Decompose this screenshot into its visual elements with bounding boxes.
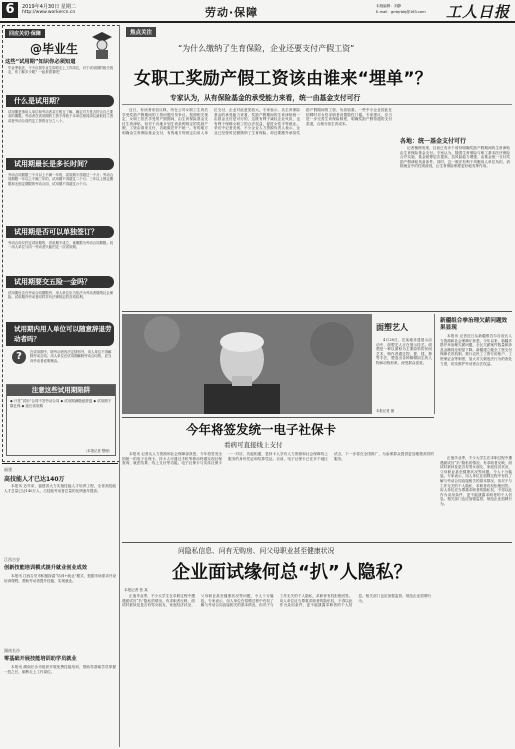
graduate-cartoon-icon bbox=[90, 30, 114, 60]
interview-rule bbox=[122, 542, 512, 543]
interview-byline: 本报记者 张 某 bbox=[124, 588, 148, 592]
editor-line-2: E-mail：grrbjrbbj@163.com bbox=[376, 10, 426, 14]
brief-3-place: 湖南长沙 bbox=[4, 648, 20, 653]
left-column-divider bbox=[119, 25, 120, 747]
portrait-photo bbox=[122, 314, 372, 414]
sidebar-answer-4: 试用期包含在劳动合同期限内，用人单位应当依法为劳动者缴纳社会保险。试用期内劳动者同样享有法律规定的各项权利。 bbox=[8, 291, 114, 300]
top-subhead-rule bbox=[122, 104, 512, 105]
brief-3-headline: 零基础开展技能培训助学员就业 bbox=[4, 656, 77, 662]
left-briefs-rule bbox=[2, 463, 118, 464]
social-security-rule bbox=[122, 417, 434, 418]
brief-2-place: 江西吉安 bbox=[4, 557, 20, 562]
sidebar-brand: @毕业生 bbox=[30, 42, 79, 56]
social-security-headline: 今年将签发统一电子社保卡 bbox=[186, 422, 337, 437]
tip-body: ◆ 只签“试用”合同不签劳动合同 ◆ 试用期满随意辞退 ◆ 试用期不缴社保 ◆ 延长试用期 bbox=[10, 399, 112, 408]
brief-2-headline: 创新技能培训模式提升就业创业成效 bbox=[4, 565, 88, 571]
tip-box bbox=[6, 384, 116, 456]
sidebar-footer: （本报记者 整理） bbox=[83, 449, 112, 453]
sidebar-question-2: 试用期最长是多长时间？ bbox=[6, 158, 114, 170]
right-mid-headline: 新疆组合拳治理欠薪问题效果显现 bbox=[440, 318, 508, 331]
interview-body: 正值毕业季，不少大学生在求职过程中遭遇面试官“扒”隐私的情况。有求职者反映，面试时被问及是否有男女朋友、家庭经济状况、父母职业甚至健康状况等问题，令人十分尴尬。专家表示，用人单位在招聘过程中有权了解与劳动合同直接相关的基本情况，但对于与工作无关的个人隐私，求职者有权拒绝回答。用人单位应当尊重求职者的隐私权，不得以此作为录用条件，更不能泄露求职者的个人信息。相关部门也应加强监管，规范企业招聘行为。 bbox=[122, 594, 432, 608]
sidebar-question-4: 试用期要交五险一金吗？ bbox=[6, 276, 114, 288]
sidebar-question-3: 试用期是否可以单独签订？ bbox=[6, 226, 114, 238]
site-url: http://www.workercn.cn bbox=[22, 10, 76, 15]
brief-1-place: 福建 bbox=[4, 467, 12, 472]
section-title: 劳动·保障 bbox=[205, 6, 259, 19]
social-security-body: 本报讯 记者从人力资源和社会保障部获悉，今年将签发全国统一的电子社保卡，持卡人可通过手机等移动终端实现社保查询、就医结算、线上支付等功能。电子社保卡与实体社保卡一一对应、功能相通，是持卡人享有人力资源和社会保障线上服务的身份凭证和结算凭证。目前，电子社保卡已在多个地区试点，下一步将在全国推广，为参保群众提供更加便捷高效的服务。 bbox=[122, 452, 434, 466]
date-line: 2019年4月30日 星期二 bbox=[22, 4, 76, 10]
interview-kicker: 问隐私信息、问有无购房、问父母职业甚至健康状况 bbox=[178, 547, 335, 555]
page-number: 6 bbox=[2, 2, 18, 18]
photo-caption: 4月28日，在某地非遗展示活动中，面塑艺人正在展示技艺。面塑是一种以面粉为主要原料的民间艺术，制作者通过捏、搓、揉、掀等手法，塑造出各种栩栩如生的人物和动物形象，深受群众喜爱。 bbox=[376, 338, 432, 365]
top-subhead: 专家认为，从有保险基金的承受能力来看，统一由基金支付可行 bbox=[170, 94, 361, 102]
sidebar-tag: 回应关切·保障 bbox=[5, 29, 45, 38]
editor-line-1: 本版编辑：刘静 bbox=[376, 4, 402, 8]
interview-headline: 企业面试缘何总“扒”人隐私？ bbox=[172, 562, 412, 583]
question-mark-icon: ? bbox=[12, 350, 26, 364]
paper-name-logo: 工人日报 bbox=[446, 3, 511, 21]
brief-1-body: 本报讯 近年来，福建省大力实施技能人才培养工程，全省高技能人才总量已达140万人，占技能劳动者总量的比例逐年提高。 bbox=[4, 484, 116, 493]
right-mid-divider bbox=[434, 314, 435, 414]
sidebar-answer-3: 劳动合同仅约定试用期的，试用期不成立，该期限为劳动合同期限。同一用人单位与同一劳动者只能约定一次试用期。 bbox=[8, 241, 114, 250]
sidebar-question-5-text: 试用期内用人单位可以随意辞退劳动者吗？ bbox=[14, 325, 112, 343]
right-top-heading: 各地：统一基金支付可行 bbox=[400, 138, 467, 145]
right-top-body: 记者梳理发现，目前已有多个省份明确奖励产假期间的生育津贴由生育保险基金支付。专家认为，随着生育保险与职工基本医疗保险合并实施，基金统筹层次提高，抗风险能力增强，由基金统一支付奖励产假津贴具备条件。同时，这一做法有利于均衡用人单位负担，消除就业中的性别歧视，让生育保险制度更好地发挥作用。 bbox=[400, 146, 510, 169]
top-kicker: 焦点关注 bbox=[126, 27, 156, 37]
top-bottom-rule bbox=[122, 311, 512, 312]
sidebar-question-5 bbox=[6, 322, 114, 346]
sidebar-answer-5: 在试用期中，除劳动者有法定情形外，用人单位不得解除劳动合同。用人单位在试用期解除劳动合同的，应当向劳动者说明理由。 bbox=[30, 350, 112, 363]
brief-3-body: 本报讯 湖南长沙市组织开展免费技能培训，帮助零基础学员掌握一技之长，顺利走上工作岗位。 bbox=[4, 665, 116, 674]
photo-title: 面塑艺人 bbox=[376, 323, 408, 332]
sidebar-answer-2: 劳动合同期限三个月以上不满一年的，试用期不得超过一个月；劳动合同期限一年以上不满三年的，试用期不得超过二个月；三年以上固定期限和无固定期限的劳动合同，试用期不得超过六个月。 bbox=[8, 173, 114, 186]
top-body: 近日，有读者来信反映，所在公司女职工生育后享受奖励产假期间的工资问题引发争议。按照相关规定，女职工依法享受的产假期间，由生育保险基金支付生育津贴，但对于各地计划生育条例规定的奖励产假，工资由谁来支付，各地做法并不统一。有的地方明确由生育保险基金支付，有的地方则规定由用人单位支付，企业对此意见较大。专家表示，从生育保险基金的承受能力来看，奖励产假期间的生育津贴统一由基金支付是可行的，这既有利于减轻企业负担，也有利于保障女职工的合法权益，促进女性平等就业。 采访中记者发现，不少企业人力资源负责人表示，企业已经按时足额缴纳了生育保险，却还要额外承担奖励产假期间的工资，负担较重。一些中小企业因此在招聘时对女性求职者设置隐性门槛。专家建议，应当进一步完善生育保险制度，明确奖励产假待遇的支付渠道，合理分担生育成本。 bbox=[122, 108, 392, 135]
header-rule bbox=[0, 21, 515, 23]
top-lead: “为什么缴纳了生育保险，企业还要支付产假工资” bbox=[178, 44, 355, 53]
tip-title: 注意这些试用期陷阱 bbox=[7, 385, 115, 396]
sidebar-answer-1: 试用期是指用人单位和劳动者双方相互了解、确定对方是否符合自己要求的期限。劳动者在试用期的工资不得低于本单位相同岗位最低档工资或者劳动合同约定工资的百分之八十。 bbox=[8, 110, 114, 123]
sidebar-subtitle: 这些“试用期”知识你必须知道 bbox=[5, 59, 76, 65]
right-lower-body: 正值毕业季，不少大学生在求职过程中遭遇面试官“扒”隐私的情况。有求职者反映，面试时被问及是否有男女朋友、家庭经济状况、父母职业甚至健康状况等问题，令人十分尴尬。专家表示，用人单位在招聘过程中有权了解与劳动合同直接相关的基本情况，但对于与工作无关的个人隐私，求职者有权拒绝回答。用人单位应当尊重求职者的隐私权，不得以此作为录用条件，更不能泄露求职者的个人信息。相关部门也应加强监管，规范企业招聘行为。 bbox=[440, 456, 512, 506]
right-mid-body: 本报讯 记者近日从新疆维吾尔自治区人力资源和社会保障厅获悉，今年以来，新疆多措并举治理欠薪问题，全区欠薪案件数量和涉及金额同比明显下降。新疆建立健全工资支付保障长效机制，推行农民工工资专用账户、工资保证金等制度，加大对欠薪违法行为的查处力度，切实维护劳动者合法权益。 bbox=[440, 334, 512, 366]
top-headline: 女职工奖励产假工资该由谁来“埋单”？ bbox=[134, 69, 432, 89]
sidebar-question-1: 什么是试用期？ bbox=[6, 95, 114, 107]
brief-2-body: 本报讯 江西吉安市积极探索“培训+就业”模式，根据市场需求开设培训课程，帮助劳动者提升技能、实现就业。 bbox=[4, 574, 116, 583]
sidebar-intro: 毕业季临近，不少应届毕业生即将走上工作岗位，对于试用期的相关规定，你了解多少呢？一起来看看吧！ bbox=[8, 66, 114, 75]
page-header bbox=[0, 0, 515, 22]
photo-credit: 本报记者 摄 bbox=[376, 409, 395, 413]
social-security-subhead: 看病可直接线上支付 bbox=[224, 441, 283, 449]
brief-1-headline: 高技能人才已达140万 bbox=[4, 476, 65, 483]
